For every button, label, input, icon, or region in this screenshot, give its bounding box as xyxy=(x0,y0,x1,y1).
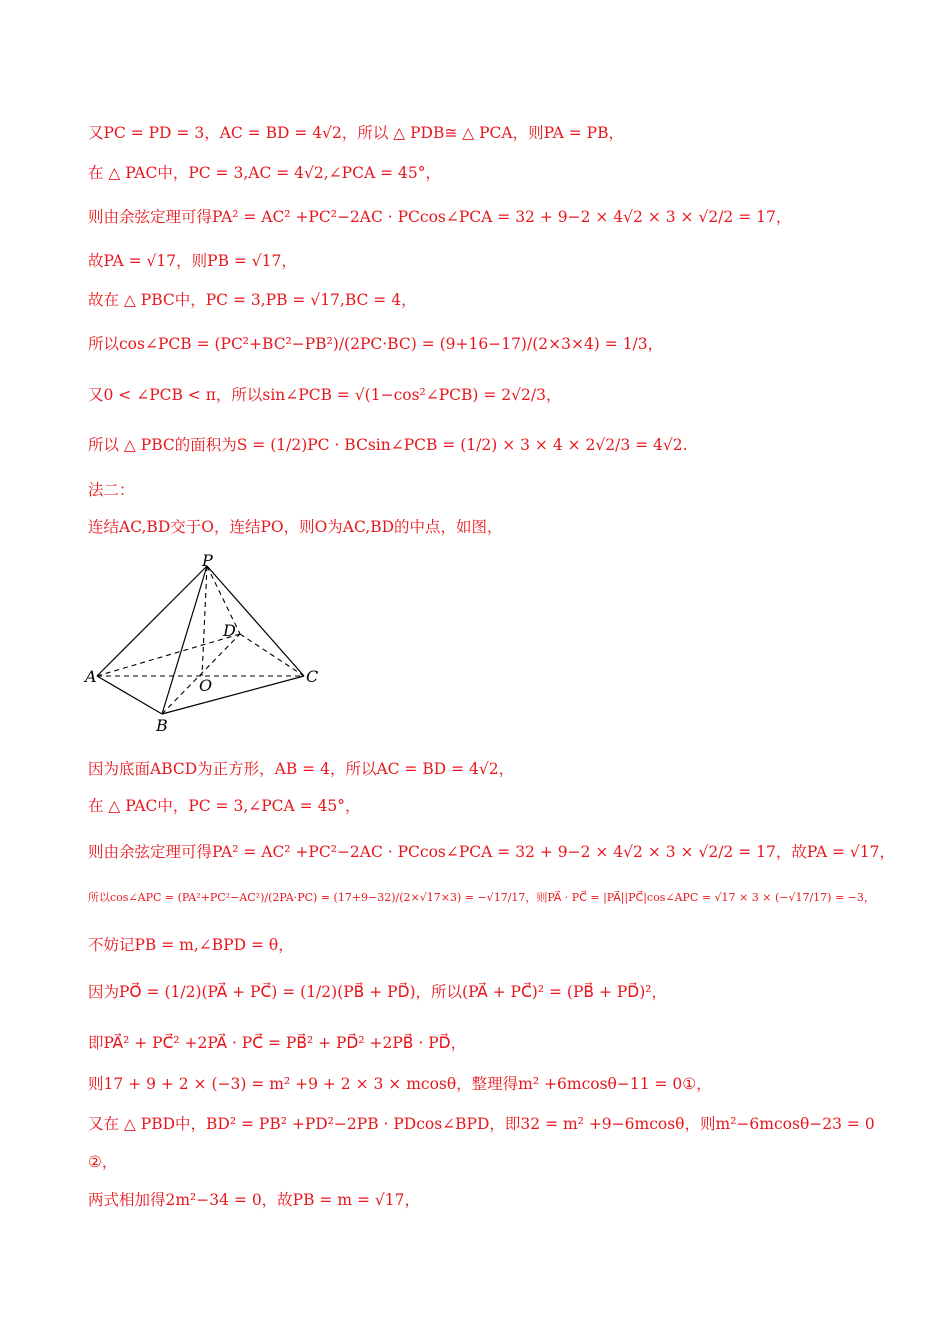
text-line: 在 △ PAC中，PC = 3,AC = 4√2,∠PCA = 45°， xyxy=(88,164,441,182)
text-line: 因为底面ABCD为正方形，AB = 4，所以AC = BD = 4√2， xyxy=(88,760,515,778)
text-line: 所以 △ PBC的面积为S = (1/2)PC · BCsin∠PCB = (1/2) × 3 × 4 × 2√2/3 = 4√2. xyxy=(88,436,688,454)
text-line: 两式相加得2m²−34 = 0，故PB = m = √17， xyxy=(88,1191,420,1209)
text-line: 则17 + 9 + 2 × (−3) = m² +9 + 2 × 3 × mcosθ，整理得m² +6mcosθ−11 = 0①， xyxy=(88,1075,712,1093)
text-line: 则由余弦定理可得PA² = AC² +PC²−2AC · PCcos∠PCA = 32 + 9−2 × 4√2 × 3 × √2/2 = 17，故PA = √17， xyxy=(88,843,895,861)
label-p: P xyxy=(202,552,213,570)
text-line: 即PA⃗² + PC⃗² +2PA⃗ · PC⃗ = PB⃗² + PD⃗² +2PB⃗ · PD⃗， xyxy=(88,1034,467,1052)
text-line: 因为PO⃗ = (1/2)(PA⃗ + PC⃗) = (1/2)(PB⃗ + PD⃗)，所以(PA⃗ + PC⃗)² = (PB⃗ + PD⃗)²， xyxy=(88,983,667,1001)
label-a: A xyxy=(85,667,97,686)
pyramid-figure xyxy=(82,552,332,742)
label-c: C xyxy=(306,667,319,686)
text-line: 又在 △ PBD中，BD² = PB² +PD²−2PB · PDcos∠BPD，即32 = m² +9−6mcosθ，则m²−6mcosθ−23 = 0 xyxy=(88,1115,875,1133)
text-line: 在 △ PAC中，PC = 3,∠PCA = 45°， xyxy=(88,797,361,815)
text-line: 则由余弦定理可得PA² = AC² +PC²−2AC · PCcos∠PCA = 32 + 9−2 × 4√2 × 3 × √2/2 = 17， xyxy=(88,208,792,226)
text-line: 故PA = √17，则PB = √17， xyxy=(88,252,297,270)
text-line: 故在 △ PBC中，PC = 3,PB = √17,BC = 4， xyxy=(88,291,417,309)
text-line: 所以cos∠PCB = (PC²+BC²−PB²)/(2PC·BC) = (9+16−17)/(2×3×4) = 1/3， xyxy=(88,335,664,353)
label-b: B xyxy=(156,716,168,735)
text-line: 连结AC,BD交于O，连结PO，则O为AC,BD的中点，如图， xyxy=(88,518,503,536)
label-o: O xyxy=(199,676,213,695)
text-line: 又PC = PD = 3，AC = BD = 4√2，所以 △ PDB≅ △ PCA，则PA = PB， xyxy=(88,124,624,142)
text-line: 不妨记PB = m,∠BPD = θ， xyxy=(88,936,294,954)
text-line: 法二： xyxy=(88,481,135,499)
text-line: ②， xyxy=(88,1153,118,1171)
text-line: 又0 < ∠PCB < π，所以sin∠PCB = √(1−cos²∠PCB) = 2√2/3， xyxy=(88,386,562,404)
label-d: D xyxy=(223,621,236,640)
text-line: 所以cos∠APC = (PA²+PC²−AC²)/(2PA·PC) = (17+9−32)/(2×√17×3) = −√17/17，则PA⃗ · PC⃗ = |PA⃗||PC⃗|cos∠APC = √17 × 3 × (−√17/17) = −3， xyxy=(88,891,875,904)
